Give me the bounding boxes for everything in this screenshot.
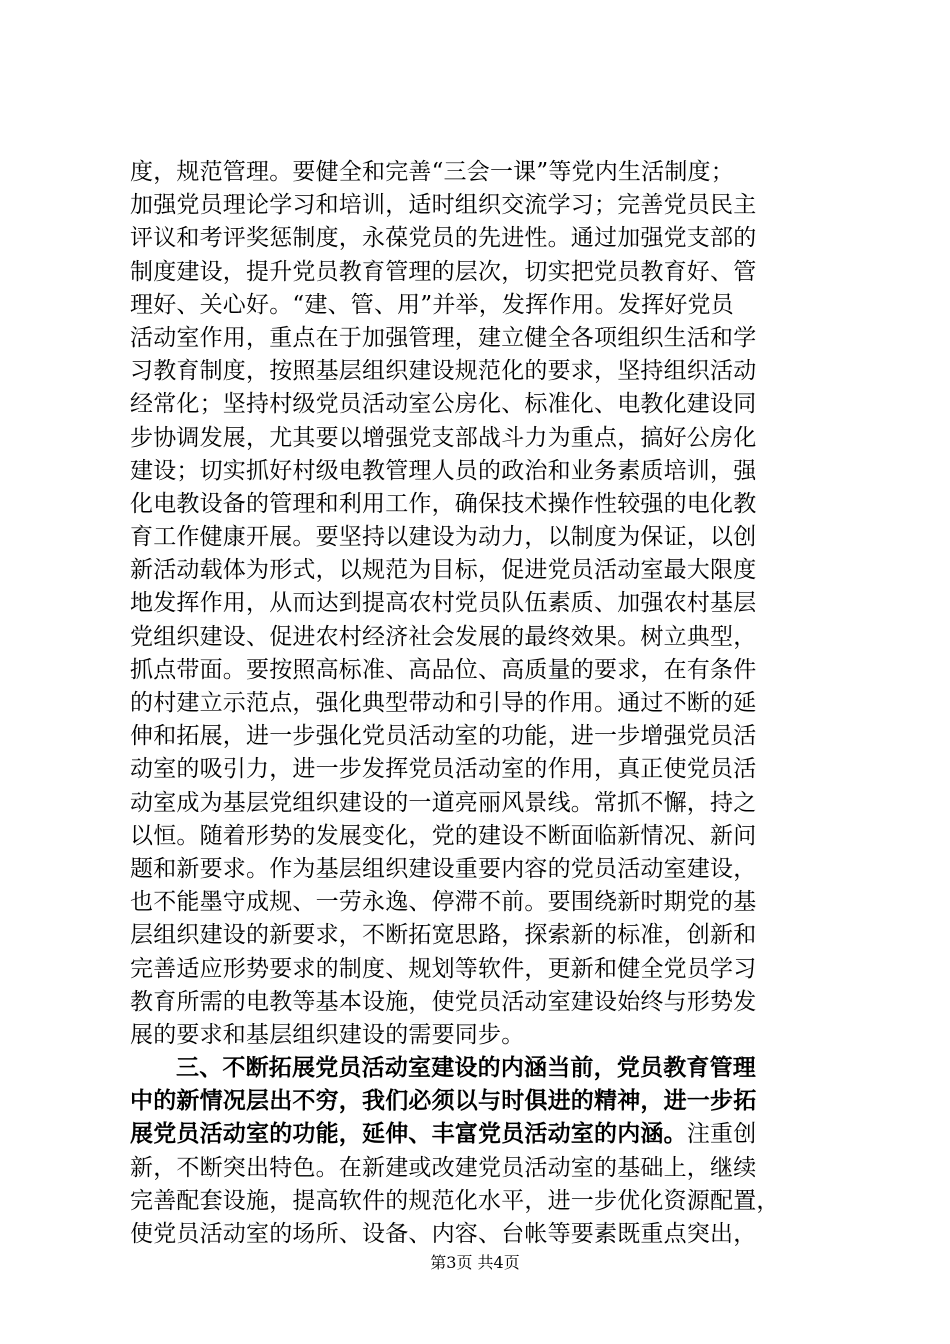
text-line: 经常化；坚持村级党员活动室公房化、标准化、电教化建设同 (130, 391, 757, 418)
text-line: 加强党员理论学习和培训，适时组织交流学习；完善党员民主 (130, 192, 757, 219)
text-line: 动室的吸引力，进一步发挥党员活动室的作用，真正使党员活 (130, 756, 757, 783)
text-line: 以恒。随着形势的发展变化，党的建设不断面临新情况、新问 (130, 822, 757, 849)
text-fragment: 注重创 (686, 1121, 757, 1148)
text-line: 理好、关心好。“建、管、用”并举，发挥作用。发挥好党员 (130, 291, 734, 318)
section-heading-line: 中的新情况层出不穷，我们必须以与时俱进的精神，进一步拓 (130, 1088, 757, 1115)
text-line: 教育所需的电教等基本设施，使党员活动室建设始终与形势发 (130, 988, 757, 1015)
text-line: 完善配套设施，提高软件的规范化水平，进一步优化资源配置， (130, 1187, 780, 1214)
text-line: 地发挥作用，从而达到提高农村党员队伍素质、加强农村基层 (130, 590, 757, 617)
text-line: 新活动载体为形式，以规范为目标，促进党员活动室最大限度 (130, 557, 757, 584)
text-line: 动室成为基层党组织建设的一道亮丽风景线。常抓不懈，持之 (130, 789, 757, 816)
body-text (130, 156, 830, 1251)
text-line: 育工作健康开展。要坚持以建设为动力，以制度为保证，以创 (130, 524, 757, 551)
text-line: 步协调发展，尤其要以增强党支部战斗力为重点，搞好公房化 (130, 424, 757, 451)
text-line: 习教育制度，按照基层组织建设规范化的要求，坚持组织活动 (130, 358, 757, 385)
section-heading-line: 三、不断拓展党员活动室建设的内涵当前，党员教育管理 (176, 1055, 756, 1082)
text-line: 党组织建设、促进农村经济社会发展的最终效果。树立典型， (130, 623, 757, 650)
text-line: 化电教设备的管理和利用工作，确保技术操作性较强的电化教 (130, 490, 757, 517)
text-line: 建设；切实抓好村级电教管理人员的政治和业务素质培训，强 (130, 457, 757, 484)
text-line: 活动室作用，重点在于加强管理，建立健全各项组织生活和学 (130, 324, 757, 351)
text-line: 展的要求和基层组织建设的需要同步。 (130, 1021, 525, 1048)
text-line: 也不能墨守成规、一劳永逸、停滞不前。要围绕新时期党的基 (130, 889, 757, 916)
page-number-footer: 第3页 共4页 (430, 1253, 520, 1272)
text-line: 评议和考评奖惩制度，永葆党员的先进性。通过加强党支部的 (130, 225, 757, 252)
text-line: 使党员活动室的场所、设备、内容、台帐等要素既重点突出， (130, 1221, 757, 1247)
text-line: 完善适应形势要求的制度、规划等软件，更新和健全党员学习 (130, 955, 757, 982)
text-line: 题和新要求。作为基层组织建设重要内容的党员活动室建设， (130, 855, 757, 882)
text-line: 层组织建设的新要求，不断拓宽思路，探索新的标准，创新和 (130, 922, 757, 949)
text-line: 度，规范管理。要健全和完善“三会一课”等党内生活制度； (130, 159, 734, 185)
text-line: 的村建立示范点，强化典型带动和引导的作用。通过不断的延 (130, 690, 757, 716)
text-line: 抓点带面。要按照高标准、高品位、高质量的要求，在有条件 (130, 656, 757, 683)
text-line: 制度建设，提升党员教育管理的层次，切实把党员教育好、管 (130, 258, 757, 285)
section-heading-fragment: 展党员活动室的功能，延伸、丰富党员活动室的内涵。 (130, 1121, 687, 1148)
mixed-text-line (130, 1118, 830, 1151)
text-line: 伸和拓展，进一步强化党员活动室的功能，进一步增强党员活 (130, 723, 757, 750)
text-line: 新，不断突出特色。在新建或改建党员活动室的基础上，继续 (130, 1154, 757, 1181)
